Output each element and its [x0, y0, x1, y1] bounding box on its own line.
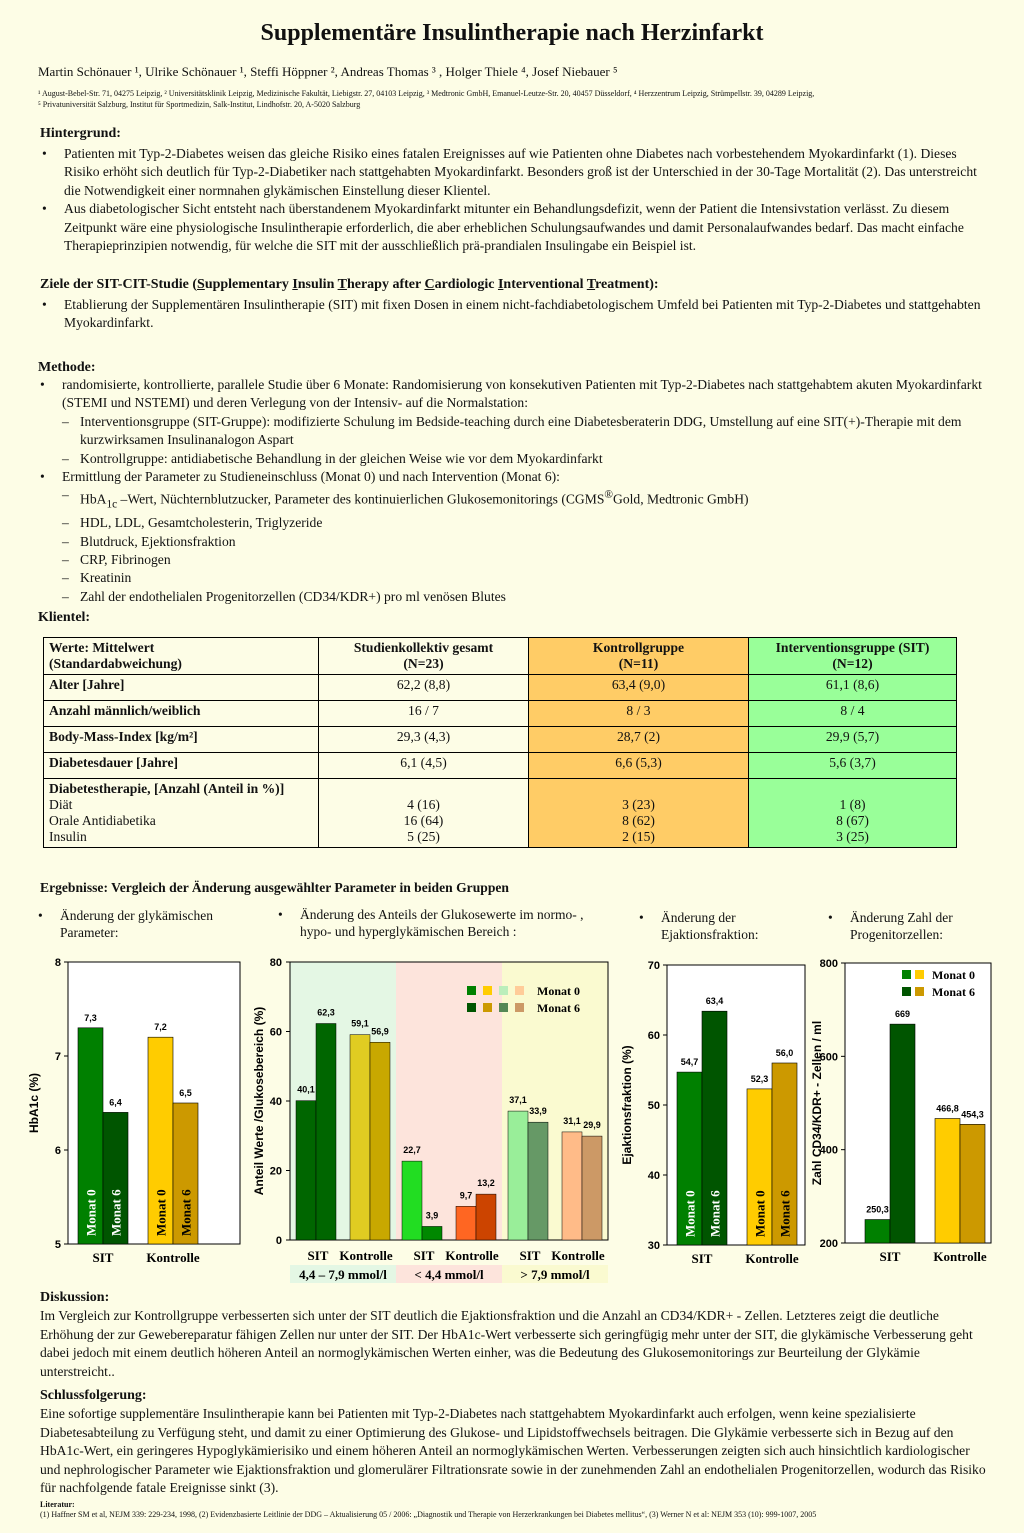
- table-row: [44, 779, 957, 848]
- legend-swatch: [483, 986, 492, 995]
- literatur-text: (1) Haffner SM et al, NEJM 339: 229-234, 1998, (2) Evidenzbasierte Leitlinie der DDG – Aktualisierung 05 / 2006: „Diagnostik und Therapie von Herzerkrankungen bei Diabetes mellitus“, (3) Werner N et al: NEJM 353 (10): 999-1007, 2005: [40, 1510, 817, 1519]
- heading-ergebnisse: Ergebnisse: Vergleich der Änderung ausgewählter Parameter in beiden Gruppen: [40, 880, 509, 895]
- data-label: 52,3: [750, 1073, 769, 1084]
- y-tick-label: 5: [54, 1239, 61, 1251]
- y-tick-label: 60: [269, 1026, 282, 1039]
- data-label: 9,7: [459, 1190, 473, 1201]
- affiliation-line: ⁵ Privatuniversität Salzburg, Institut für Sportmedizin, Salk-Institut, Lindhofstr. 20, A-5020 Salzburg: [38, 100, 361, 109]
- y-tick-label: 600: [819, 1051, 838, 1064]
- sub-item: – CRP, Fibrinogen: [62, 551, 985, 569]
- legend-label: Monat 0: [932, 968, 975, 982]
- data-label: 31,1: [563, 1115, 581, 1126]
- chart4-title: [826, 909, 986, 943]
- y-tick-label: 80: [269, 957, 282, 969]
- chart-glukosebereich: [245, 950, 615, 1290]
- chart1-title: [36, 907, 246, 941]
- bar: [402, 1161, 422, 1240]
- table-header: Werte: Mittelwert (Standardabweichung): [44, 638, 319, 675]
- bar: [370, 1042, 390, 1240]
- bar: [456, 1206, 476, 1240]
- heading-literatur: Literatur:: [40, 1500, 75, 1509]
- sub-item: – Kontrollgruppe: antidiabetische Behandlung in der gleichen Weise wie vor dem Myokardinfarkt: [62, 450, 985, 468]
- heading-hintergrund: Hintergrund:: [40, 126, 121, 141]
- legend-swatch: [467, 1003, 476, 1012]
- data-label: 13,2: [477, 1178, 495, 1189]
- data-label: 3,9: [425, 1210, 439, 1221]
- sub-item: – HbA$_{1c}$ –Wert, Nüchternblutzucker, Parameter des kontinuierlichen Glukosemonitorings (CGMS®Gold, Medtronic GmbH): [62, 486, 985, 514]
- y-tick-label: 0: [275, 1235, 282, 1247]
- data-label: 250,3: [866, 1204, 889, 1215]
- data-label: 454,3: [961, 1109, 984, 1120]
- y-tick-label: 30: [647, 1240, 660, 1252]
- legend-swatch: [515, 1003, 524, 1012]
- y-tick-label: 50: [647, 1100, 660, 1112]
- bar: [508, 1111, 528, 1240]
- legend-swatch: [515, 986, 524, 995]
- poster-title: Supplementäre Insulintherapie nach Herzinfarkt: [260, 20, 764, 46]
- table-cell: Diabetesdauer [Jahre]: [44, 753, 319, 779]
- data-label: 59,1: [351, 1018, 369, 1029]
- bar-month-label: Monat 0: [83, 1189, 99, 1236]
- x-category-label: SIT: [879, 1249, 901, 1264]
- legend-swatch: [915, 987, 924, 996]
- list-item: • Ermittlung der Parameter zu Studieneinschluss (Monat 0) und nach Intervention (Monat 6): – HbA$_{1c}$ –Wert, Nüchternblutzucker, Parameter des kontinuierlichen Glukosemonitorings (CGMS®Gold, Medtronic GmbH) – HDL, LDL, Gesamtcholesterin, Triglyzeride – Blutdruck, Ejektionsfraktion – CRP, Fibrinogen – Kreatinin – Zahl der endothelialen Progenitorzellen (CD34/KDR+) pro ml venösen Blutes: [38, 468, 985, 606]
- affiliation-line: ¹ August-Bebel-Str. 71, 04275 Leipzig, ² Universitätsklinik Leipzig, Medizinische Fakultät, Liebigstr. 27, 04103 Leipzig, ³ Medtronic GmbH, Emanuel-Leutze-Str. 20, 40457 Düsseldorf, ⁴ Herzzentrum Leipzig, Strümpellstr. 39, 04289 Leipzig,: [38, 89, 815, 98]
- heading-klientel: Klientel:: [38, 610, 91, 625]
- ziele-list: [40, 296, 985, 333]
- bar-month-label: Monat 0: [153, 1189, 169, 1236]
- y-tick-label: 60: [647, 1030, 660, 1042]
- y-tick-label: 7: [54, 1051, 61, 1063]
- data-label: 37,1: [509, 1095, 527, 1106]
- list-item: • Änderung der Ejaktionsfraktion:: [637, 909, 797, 943]
- legend-swatch: [902, 970, 911, 979]
- heading-ziele: Ziele der SIT-CIT-Studie (Supplementary Insulin Therapy after Cardiologic Interventional Treatment):: [40, 277, 659, 292]
- heading-diskussion: Diskussion:: [40, 1290, 110, 1305]
- bar-month-label: Monat 6: [707, 1190, 723, 1237]
- legend-label: Monat 6: [537, 1001, 580, 1015]
- table-cell: Anzahl männlich/weiblich: [44, 701, 319, 727]
- table-row: [44, 701, 957, 727]
- bar: [350, 1035, 370, 1240]
- table-row: [44, 753, 957, 779]
- table-cell: 28,7 (2): [529, 727, 749, 753]
- heading-methode: Methode:: [38, 360, 96, 375]
- sub-item: – HDL, LDL, Gesamtcholesterin, Triglyzeride: [62, 514, 985, 532]
- y-tick-label: 40: [269, 1096, 282, 1108]
- bar: [422, 1226, 442, 1240]
- y-axis-label: HbA1c (%): [27, 1072, 41, 1134]
- legend-swatch: [483, 1003, 492, 1012]
- affiliations: [38, 88, 998, 110]
- x-group-label: < 4,4 mmol/l: [414, 1267, 484, 1282]
- data-label: 669: [894, 1009, 911, 1020]
- table-cell: 1 (8) 8 (67) 3 (25): [749, 779, 957, 848]
- x-category-label: Kontrolle: [445, 1248, 499, 1263]
- legend-label: Monat 0: [537, 984, 580, 998]
- data-label: 40,1: [297, 1084, 315, 1095]
- bar: [890, 1024, 915, 1243]
- data-label: 33,9: [529, 1106, 547, 1117]
- y-axis-label: Ejaktionsfraktion (%): [620, 1045, 634, 1165]
- x-group-label: > 7,9 mmol/l: [520, 1267, 590, 1282]
- methode-list: [38, 376, 985, 606]
- data-label: 63,4: [705, 996, 724, 1007]
- list-item: • Änderung des Anteils der Glukosewerte im normo- , hypo- und hyperglykämischen Bereich :: [276, 906, 596, 940]
- data-label: 22,7: [403, 1145, 421, 1156]
- section-methode: [38, 360, 985, 606]
- section-ziele: [40, 277, 985, 333]
- table-cell: 61,1 (8,6): [749, 675, 957, 701]
- section-literatur: [40, 1500, 1000, 1520]
- data-label: 466,8: [936, 1103, 959, 1114]
- klientel-table: [43, 637, 957, 848]
- table-cell: 8 / 3: [529, 701, 749, 727]
- legend-swatch: [499, 1003, 508, 1012]
- legend-swatch: [467, 986, 476, 995]
- x-category-label: SIT: [92, 1250, 114, 1265]
- list-item: • Änderung Zahl der Progenitorzellen:: [826, 909, 986, 943]
- sub-item: – Zahl der endothelialen Progenitorzellen (CD34/KDR+) pro ml venösen Blutes: [62, 588, 985, 606]
- bar: [960, 1124, 985, 1243]
- bar: [296, 1101, 316, 1240]
- bar: [476, 1194, 496, 1240]
- table-cell: 29,3 (4,3): [319, 727, 529, 753]
- y-axis-label: Zahl CD34/KDR+ - Zellen / ml: [810, 1020, 824, 1186]
- bar: [316, 1024, 336, 1240]
- bar-month-label: Monat 6: [178, 1189, 194, 1236]
- section-schluss: [40, 1387, 990, 1497]
- y-tick-label: 800: [819, 958, 838, 970]
- sub-list: [62, 413, 985, 468]
- sub-item: – Blutdruck, Ejektionsfraktion: [62, 533, 985, 551]
- table-header: Kontrollgruppe (N=11): [529, 638, 749, 675]
- table-cell: 62,2 (8,8): [319, 675, 529, 701]
- legend-label: Monat 6: [932, 985, 975, 999]
- y-tick-label: 400: [819, 1144, 838, 1157]
- list-item: • Patienten mit Typ-2-Diabetes weisen das gleiche Risiko eines fatalen Ereignisses auf wie Patienten ohne Diabetes nach vorbestehendem Myokardinfarkt (1). Dieses Risiko erhöht sich deutlich für Typ-2-Diabetiker nach stattgehabten Myokardinfarkt. Besonders groß ist der Unterschied in der 30-Tage Mortalität (2). Das unterstreicht die Notwendigkeit einer normnahen glykämischen Einstellung dieser Klientel.: [40, 145, 985, 200]
- table-cell: 6,6 (5,3): [529, 753, 749, 779]
- hintergrund-list: [40, 145, 985, 255]
- section-hintergrund: [40, 126, 985, 255]
- x-group-label: 4,4 – 7,9 mmol/l: [299, 1267, 387, 1282]
- bar: [528, 1122, 548, 1240]
- data-label: 29,9: [583, 1120, 601, 1131]
- list-item: • randomisierte, kontrollierte, parallele Studie über 6 Monate: Randomisierung von konsekutiven Patienten mit Typ-2-Diabetes nach stattgehabtem akuten Myokardinfarkt (STEMI und NSTEMI) und deren Verlegung von der Intensiv- auf die Normalstation: – Interventionsgruppe (SIT-Gruppe): modifizierte Schulung im Bedside-teaching durch eine Diabetesberaterin DDG, Umstellung auf eine SIT(+)-Therapie mit dem kurzwirksamen Insulinanalogon Aspart – Kontrollgruppe: antidiabetische Behandlung in der gleichen Weise wie vor dem Myokardinfarkt: [38, 376, 985, 468]
- x-category-label: SIT: [307, 1248, 329, 1263]
- table-cell: 3 (23) 8 (62) 2 (15): [529, 779, 749, 848]
- bar: [582, 1136, 602, 1240]
- data-label: 7,3: [84, 1012, 97, 1023]
- bar-month-label: Monat 0: [682, 1190, 698, 1237]
- list-item: • Etablierung der Supplementären Insulintherapie (SIT) mit fixen Dosen in einem nicht-fachdiabetologischem Umfeld bei Patienten mit Typ-2-Diabetes und stattgehabten Myokardinfarkt.: [40, 296, 985, 333]
- table-cell: 8 / 4: [749, 701, 957, 727]
- table-row: [44, 727, 957, 753]
- table-header-row: [44, 638, 957, 675]
- data-label: 56,9: [371, 1026, 389, 1037]
- legend-swatch: [499, 986, 508, 995]
- table-cell: 29,9 (5,7): [749, 727, 957, 753]
- list-item: • Aus diabetologischer Sicht entsteht nach überstandenem Myokardinfarkt mitunter ein Behandlungsdefizit, wenn der Patient die Intensivstation verlässt. Zu diesem Zeitpunkt wäre eine physiologische Insulintherapie erforderlich, die aber erheblichen Schulungsaufwandes und damit Personalaufwandes bedarf. Das macht einfache Therapieprinzipien notwendig, für welche die SIT mit der ausschließlich prä-prandialen Insulingabe ein Beispiel ist.: [40, 200, 985, 255]
- legend-swatch: [915, 970, 924, 979]
- bar: [935, 1118, 960, 1243]
- bar: [562, 1132, 582, 1240]
- schluss-text: Eine sofortige supplementäre Insulintherapie kann bei Patienten mit Typ-2-Diabetes nach stattgehabtem Myokardinfarkt auch erfolgen, wenn keine spezialisierte Diabetesabteilung zu Verfügung steht, und damit zu einer Optimierung des Glukose- und Lipidstoffwechsels beitragen. Die Glykämie verbesserte sich in Bezug auf den HbA1c-Wert, ein geringeres Hypoglykämierisiko und einem höheren Anteil an normoglykämischen Werten. Verbesserungen zeigten sich auch hinsichtlich kardiologischer und nephrologischer Parameter wie Ejaktionsfraktion und glomerulärer Filtrationsrate sowie in der zunehmenden Zahl an endothelialen Progenitorzellen, wodurch das Risiko für nachfolgende fatale Ereignisse sinkt (3).: [40, 1406, 986, 1496]
- table-cell: 5,6 (3,7): [749, 753, 957, 779]
- bar: [865, 1220, 890, 1243]
- x-category-label: Kontrolle: [339, 1248, 393, 1263]
- y-axis-label: Anteil Werte /Glukosebereich (%): [252, 1006, 266, 1196]
- chart2-title: [276, 906, 596, 940]
- table-header: Studienkollektiv gesamt (N=23): [319, 638, 529, 675]
- sub-item: – Kreatinin: [62, 569, 985, 587]
- chart-progenitorzellen: [805, 955, 1005, 1275]
- table-header: Interventionsgruppe (SIT) (N=12): [749, 638, 957, 675]
- table-cell: 63,4 (9,0): [529, 675, 749, 701]
- data-label: 62,3: [317, 1007, 335, 1018]
- data-label: 56,0: [775, 1048, 794, 1058]
- section-diskussion: [40, 1289, 990, 1381]
- y-tick-label: 20: [269, 1165, 282, 1178]
- diskussion-text: Im Vergleich zur Kontrollgruppe verbesserten sich unter der SIT deutlich die Ejaktionsfraktion und die Anzahl an CD34/KDR+ - Zellen. Letzteres zeigt die deutliche Erhöhung der zur Gewebereparatur fähigen Zellen nur unter der SIT. Der HbA1c-Wert verbesserte sich geringfügig mehr unter der SIT, die glykämische Verbesserung geht dabei jedoch mit einem deutlich höheren Anteil an normoglykämischen Werten einher, was die Bedeutung des Glukosemonitorings zur Beurteilung der Glykämie unterstreicht..: [40, 1308, 973, 1379]
- list-item: • Änderung der glykämischen Parameter:: [36, 907, 246, 941]
- chart-hba1c: [20, 950, 250, 1270]
- table-cell: Diabetestherapie, [Anzahl (Anteil in %)] Diät Orale Antidiabetika Insulin: [44, 779, 319, 848]
- bar-month-label: Monat 6: [777, 1190, 793, 1237]
- table-cell: Alter [Jahre]: [44, 675, 319, 701]
- legend-swatch: [902, 987, 911, 996]
- x-category-label: SIT: [413, 1248, 435, 1263]
- y-tick-label: 70: [647, 960, 660, 972]
- chart-ejektionsfraktion: [615, 955, 815, 1275]
- sub-list: [62, 486, 985, 606]
- x-category-label: Kontrolle: [146, 1250, 200, 1265]
- x-category-label: Kontrolle: [745, 1251, 799, 1266]
- data-label: 54,7: [680, 1057, 699, 1068]
- y-tick-label: 40: [647, 1170, 660, 1182]
- data-label: 6,5: [179, 1088, 192, 1098]
- table-cell: 16 / 7: [319, 701, 529, 727]
- y-tick-label: 6: [54, 1145, 61, 1157]
- bar-month-label: Monat 6: [108, 1189, 124, 1236]
- x-category-label: SIT: [519, 1248, 541, 1263]
- x-category-label: Kontrolle: [933, 1249, 987, 1264]
- x-category-label: Kontrolle: [551, 1248, 605, 1263]
- chart3-title: [637, 909, 797, 943]
- table-row: [44, 675, 957, 701]
- table-cell: Body-Mass-Index [kg/m²]: [44, 727, 319, 753]
- data-label: 7,2: [154, 1022, 167, 1033]
- bar-month-label: Monat 0: [752, 1190, 768, 1237]
- table-cell: 6,1 (4,5): [319, 753, 529, 779]
- y-tick-label: 8: [54, 957, 61, 969]
- table-cell: 4 (16) 16 (64) 5 (25): [319, 779, 529, 848]
- y-tick-label: 200: [819, 1238, 838, 1250]
- authors: Martin Schönauer ¹, Ulrike Schönauer ¹, Steffi Höppner ², Andreas Thomas ³ , Holger Thiele ⁴, Josef Niebauer ⁵: [38, 64, 618, 79]
- x-category-label: SIT: [691, 1251, 713, 1266]
- data-label: 6,4: [109, 1097, 122, 1108]
- sub-item: – Interventionsgruppe (SIT-Gruppe): modifizierte Schulung im Bedside-teaching durch eine Diabetesberaterin DDG, Umstellung auf eine SIT(+)-Therapie mit dem kurzwirksamen Insulinanalogon Aspart: [62, 413, 985, 450]
- heading-schluss: Schlussfolgerung:: [40, 1388, 147, 1403]
